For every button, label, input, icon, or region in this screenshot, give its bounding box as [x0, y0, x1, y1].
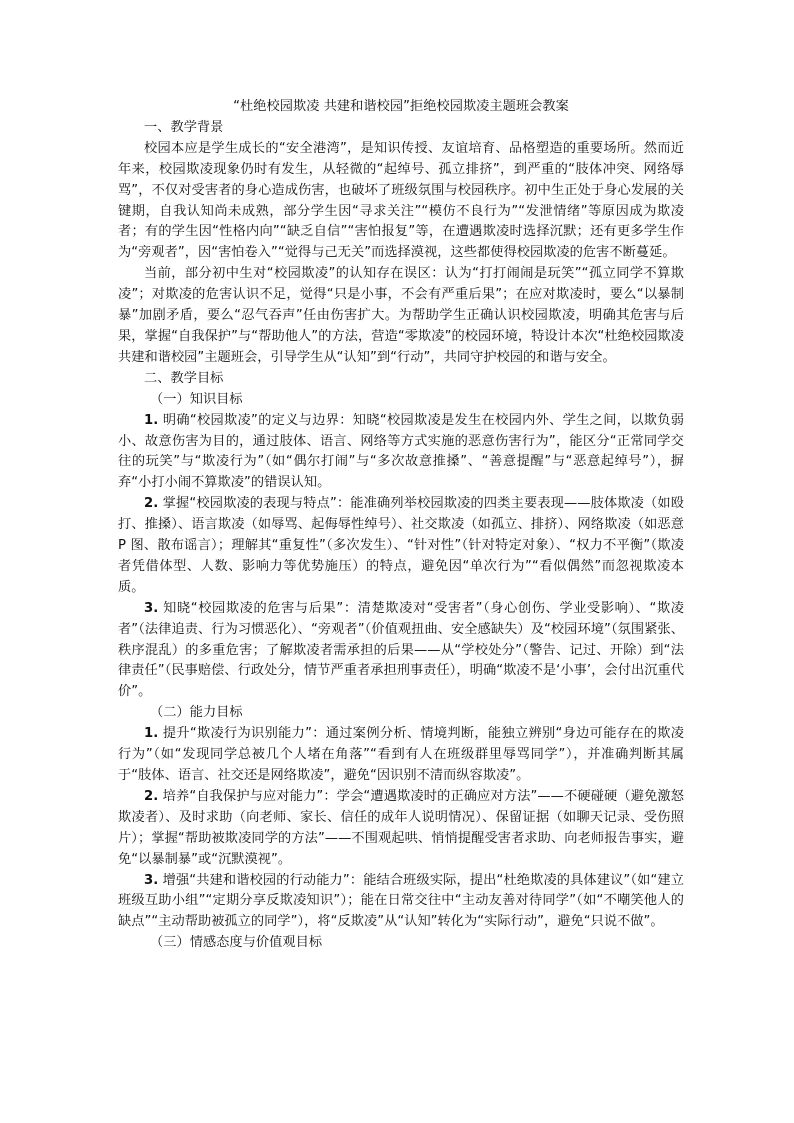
item-text: 掌握“校园欺凌的表现与特点”：能准确列举校园欺凌的四类主要表现——肢体欺凌（如殴打、推搡）、语言欺凌（如辱骂、起侮辱性绰号）、社交欺凌（如孤立、排挤）、网络欺凌（如恶意 P 图、散布谣言）；理解其“重复性”（多次发生）、“针对性”（针对特定对象）、“权力不平衡”（欺凌者凭借体型、人数、影响力等优势施压）的特点，避免因“单次行为”“看似偶然”而忽视欺凌本质。	[118, 496, 684, 595]
paragraph-background-2: 当前，部分初中生对“校园欺凌”的认知存在误区：认为“打打闹闹是玩笑”“孤立同学不算欺凌”；对欺凌的危害认识不足，觉得“只是小事，不会有严重后果”；在应对欺凌时，要么“以暴制暴”加剧矛盾，要么“忍气吞声”任由伤害扩大。为帮助学生正确认识校园欺凌，明确其危害与后果，掌握“自我保护”与“帮助他人”的方法，营造“零欺凌”的校园环境，特设计本次“杜绝校园欺凌 共建和谐校园”主题班会，引导学生从“认知”到“行动”，共同守护校园的和谐与安全。	[118, 266, 684, 365]
knowledge-item-3	[118, 599, 684, 704]
item-number: 2.	[144, 496, 159, 512]
item-text: 提升“欺凌行为识别能力”：通过案例分析、情境判断，能独立辨别“身边可能存在的欺凌行为”（如“发现同学总被几个人堵在角落”“看到有人在班级群里辱骂同学”），并准确判断其属于“肢体、语言、社交还是网络欺凌”，避免“因识别不清而纵容欺凌”。	[118, 726, 684, 783]
document-title: “杜绝校园欺凌 共建和谐校园”拒绝校园欺凌主题班会教案	[233, 99, 569, 114]
item-number: 3.	[144, 872, 159, 888]
subheading-ability: （二）能力目标	[150, 705, 243, 721]
item-text: 明确“校园欺凌”的定义与边界：知晓“校园欺凌是发生在校园内外、学生之间，以欺负弱小、故意伤害为目的，通过肢体、语言、网络等方式实施的恶意伤害行为”，能区分“正常同学交往的玩笑”与“欺凌行为”（如“偶尔打闹”与“多次故意推搡”、“善意提醒”与“恶意起绰号”），摒弃“小打小闹不算欺凌”的错误认知。	[118, 412, 684, 491]
ability-item-3	[118, 871, 684, 934]
item-text: 培养“自我保护与应对能力”：学会“遭遇欺凌时的正确应对方法”——不硬碰硬（避免激怒欺凌者）、及时求助（向老师、家长、信任的成年人说明情况）、保留证据（如聊天记录、受伤照片）；掌握“帮助被欺凌同学的方法”——不围观起哄、悄悄提醒受害者求助、向老师报告事实，避免“以暴制暴”或“沉默漠视”。	[118, 788, 684, 867]
section-heading-background: 一、教学背景	[144, 119, 224, 135]
item-number: 1.	[144, 726, 159, 742]
ability-item-2	[118, 787, 684, 871]
item-text: 知晓“校园欺凌的危害与后果”：清楚欺凌对“受害者”（身心创伤、学业受影响）、“欺凌者”（法律追责、行为习惯恶化）、“旁观者”（价值观扭曲、安全感缺失）及“校园环境”（氛围紧张、秩序混乱）的多重危害；了解欺凌者需承担的后果——从“学校处分”（警告、记过、开除）到“法律责任”（民事赔偿、行政处分，情节严重者承担刑事责任），明确“欺凌不是‘小事’，会付出沉重代价”。	[118, 600, 684, 700]
paragraph-background-1: 校园本应是学生成长的“安全港湾”，是知识传授、友谊培育、品格塑造的重要场所。然而近年来，校园欺凌现象仍时有发生，从轻微的“起绰号、孤立排挤”，到严重的“肢体冲突、网络辱骂”，不仅对受害者的身心造成伤害，也破坏了班级氛围与校园秩序。初中生正处于身心发展的关键期，自我认知尚未成熟，部分学生因“寻求关注”“模仿不良行为”“发泄情绪”等原因成为欺凌者；有的学生因“性格内向”“缺乏自信”“害怕报复”等，在遭遇欺凌时选择沉默；还有更多学生作为“旁观者”，因“害怕卷入”“觉得与己无关”而选择漠视，这些都使得校园欺凌的危害不断蔓延。	[118, 140, 684, 261]
item-number: 3.	[144, 600, 159, 616]
knowledge-item-2	[118, 494, 684, 599]
item-number: 2.	[144, 788, 159, 804]
document-page	[118, 97, 684, 954]
subheading-knowledge: （一）知识目标	[150, 391, 243, 407]
subheading-values: （三）情感态度与价值观目标	[150, 935, 323, 951]
ability-item-1	[118, 724, 684, 787]
item-number: 1.	[144, 412, 159, 428]
section-heading-objectives: 二、教学目标	[144, 370, 224, 386]
item-text: 增强“共建和谐校园的行动能力”：能结合班级实际，提出“杜绝欺凌的具体建议”（如“建立班级互助小组”“定期分享反欺凌知识”）；能在日常交往中“主动友善对待同学”（如“不嘲笑他人的缺点”“主动帮助被孤立的同学”），将“反欺凌”从“认知”转化为“实际行动”，避免“只说不做”。	[118, 872, 684, 930]
knowledge-item-1	[118, 411, 684, 495]
